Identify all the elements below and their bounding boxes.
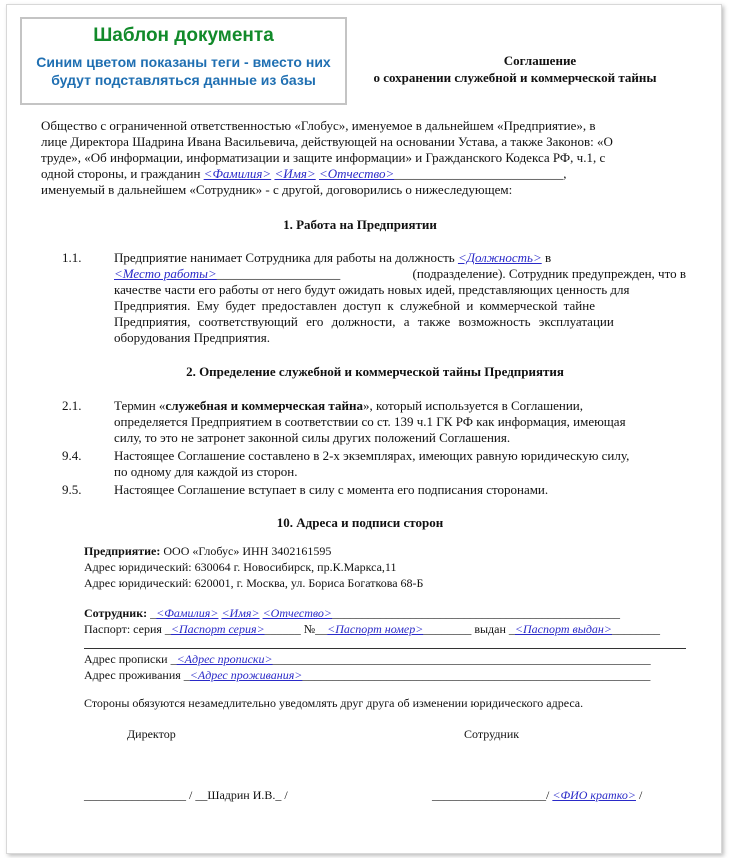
clause-text: качестве части его работы от него будут ожидать новых идей, представляющих ценность для xyxy=(114,282,630,297)
clause-text: Предприятие нанимает Сотрудника для работы на должность <Должность> в xyxy=(114,250,552,265)
director-signature: _________________ / __Шадрин И.В._ / xyxy=(84,788,288,802)
tag-surname: <Фамилия> xyxy=(203,166,272,181)
tag-registration-address: <Адрес прописки> xyxy=(176,652,273,666)
notice-text: Стороны обязуются незамедлительно уведомлять друг друга об изменении юридического адреса. xyxy=(84,696,584,710)
section-10-title: 10. Адреса и подписи сторон xyxy=(276,515,444,530)
intro-line: Общество с ограниченной ответственностью «Глобус», именуемое в дальнейшем «Предприятие», в xyxy=(41,118,596,133)
clause-text: силу, то это не затронет законной силы других положений Соглашения. xyxy=(114,430,511,445)
employee-line: Сотрудник: _<Фамилия> <Имя> <Отчество>________________________________________________ xyxy=(84,606,621,620)
tag-residence-address: <Адрес проживания> xyxy=(189,668,303,682)
template-note: Синим цветом показаны теги - вместо них будут подставляться данные из базы xyxy=(36,54,331,88)
clause-text: Предприятия, соответствующий его должности, а также возможность эксплуатации xyxy=(114,314,614,329)
address-line: Адрес юридический: 630064 г. Новосибирск, пр.К.Маркса,11 xyxy=(84,560,397,574)
director-label: Директор xyxy=(127,727,176,741)
clause-number: 1.1. xyxy=(62,250,82,265)
tag-position: <Должность> xyxy=(457,250,542,265)
tag-name: <Имя> xyxy=(221,606,260,620)
intro-line: одной стороны, и гражданин <Фамилия> <Имя> <Отчество>__________________________, xyxy=(41,166,567,181)
clause-text: Настоящее Соглашение вступает в силу с момента его подписания сторонами. xyxy=(114,482,549,497)
blank-line xyxy=(84,648,686,649)
clause-text: по одному для каждой из сторон. xyxy=(114,464,298,479)
section-2-title: 2. Определение служебной и коммерческой тайны Предприятия xyxy=(186,364,564,379)
tag-patronymic: <Отчество> xyxy=(262,606,333,620)
tag-surname: <Фамилия> xyxy=(156,606,219,620)
tag-name: <Имя> xyxy=(274,166,316,181)
clause-text: Термин «служебная и коммерческая тайна», который используется в Соглашении, xyxy=(114,398,584,413)
section-1-title: 1. Работа на Предприятии xyxy=(283,217,437,232)
intro-line: лице Директора Шадрина Ивана Васильевича, действующей на основании Устава, а также Законов: «О xyxy=(41,134,613,149)
tag-passport-series: <Паспорт серия> xyxy=(170,622,265,636)
clause-text: определяется Предприятием в соответствии со ст. 139 ч.1 ГК РФ как информация, имеющая xyxy=(114,414,626,429)
residence-line: Адрес проживания _<Адрес проживания>__________________________________________________________ xyxy=(84,668,651,682)
tag-short-name: <ФИО кратко> xyxy=(552,788,636,802)
address-line: Адрес юридический: 620001, г. Москва, ул. Бориса Богаткова 68-Б xyxy=(84,576,424,590)
tag-passport-issued: <Паспорт выдан> xyxy=(514,622,612,636)
template-note-box xyxy=(20,17,347,105)
doc-subtitle: о сохранении служебной и коммерческой тайны xyxy=(373,70,657,85)
clause-number: 9.5. xyxy=(62,482,82,497)
clause-text: <Место работы>___________________ (подразделение). Сотрудник предупрежден, что в xyxy=(114,266,686,281)
intro-line: труде», «Об информации, информатизации и защите информации» и Гражданского Кодекса РФ, ч.1, с xyxy=(41,150,606,165)
clause-number: 2.1. xyxy=(62,398,82,413)
employee-signature: ___________________/ <ФИО кратко> / xyxy=(432,788,643,802)
tag-workplace: <Место работы> xyxy=(114,266,217,281)
passport-line: Паспорт: серия _<Паспорт серия>______ №__<Паспорт номер>________ выдан _<Паспорт выдан>________ xyxy=(84,622,660,636)
intro-line: именуемый в дальнейшем «Сотрудник» - с другой, договорились о нижеследующем: xyxy=(41,182,513,197)
clause-text: Предприятия. Ему будет предоставлен доступ к служебной и коммерческой тайне xyxy=(114,298,595,313)
employee-label: Сотрудник xyxy=(464,727,520,741)
registration-line: Адрес прописки _<Адрес прописки>_______________________________________________________________ xyxy=(84,652,651,666)
template-title: Шаблон документа xyxy=(93,25,274,46)
tag-passport-number: <Паспорт номер> xyxy=(327,622,424,636)
doc-title: Соглашение xyxy=(503,53,577,68)
clause-number: 9.4. xyxy=(62,448,82,463)
clause-text: Настоящее Соглашение составлено в 2-х экземплярах, имеющих равную юридическую силу, xyxy=(114,448,630,463)
tag-patronymic: <Отчество> xyxy=(318,166,395,181)
clause-text: оборудования Предприятия. xyxy=(114,330,270,345)
enterprise-line: Предприятие: ООО «Глобус» ИНН 3402161595 xyxy=(84,544,332,558)
